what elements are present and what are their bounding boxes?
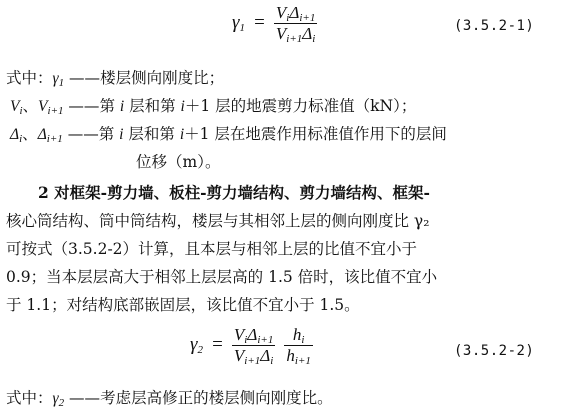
eq1-lhs: $\gamma_1$ [232,12,245,34]
eq1-number: (3.5.2-1) [454,18,535,34]
def-delta-cont: 位移（m）。 [136,153,221,171]
eq2-lhs: $\gamma_2$ [190,334,203,356]
def-v-symbol-2: $V_{i+1}$ [38,98,64,117]
def-v-i: i [180,98,185,115]
def-v-separator: 、 [22,97,39,115]
def-gamma1-symbol: $\gamma_1$ [52,70,65,89]
para2-line4: 0.9；当本层层高大于相邻上层层高的 1.5 倍时，该比值不宜小 [6,268,438,286]
eq1-equals: = [254,12,265,33]
def-v [10,96,416,117]
def-intro: 式中： [6,69,53,87]
eq2-number: (3.5.2-2) [454,343,535,359]
eq2-fraction-1 [232,326,275,365]
def-delta-symbol: $\Delta_i$ [10,126,23,145]
eq1-fraction [274,4,317,43]
equation-3-5-2-1 [232,4,317,43]
eq2-fraction-2 [284,326,312,365]
def-gamma2-text: 考虑层高修正的楼层侧向刚度比。 [100,389,333,407]
def-delta-separator: 、 [22,125,38,143]
eq1-denominator: $V_{i+1}\Delta_i$ [275,24,316,45]
def-dash: —— [64,389,101,407]
def-dash: —— [63,97,100,115]
def-delta-text: 第 [98,125,120,143]
eq2-denominator-1: $V_{i+1}\Delta_i$ [233,346,274,367]
def-delta-text: 层和第 [123,125,180,143]
def-gamma2 [6,388,333,409]
para2-line5: 于 1.1；对结构底部嵌固层，该比值不宜小于 1.5。 [6,296,360,314]
def-v-symbol: $V_i$ [10,98,23,117]
def-v-text: ＋1 层的地震剪力标准值（kN）； [184,97,417,115]
def-dash: —— [64,69,101,87]
def-gamma2-symbol: $\gamma_2$ [52,390,65,409]
para2-line3: 可按式（3.5.2-2）计算，且本层与相邻上层的比值不宜小于 [6,240,418,258]
eq1-numerator: $V_i\Delta_{i+1}$ [275,3,316,24]
def-delta-symbol-2: $\Delta_{i+1}$ [37,126,63,145]
equation-3-5-2-2 [190,326,313,365]
def-delta-i: i [119,126,124,143]
def-gamma1-text: 楼层侧向刚度比； [100,69,225,87]
def-intro: 式中： [6,389,53,407]
def-dash: —— [62,125,99,143]
eq2-numerator-2: $h_i$ [292,325,305,346]
eq2-equals: = [212,334,223,355]
def-delta-text: ＋1 层在地震作用标准值作用下的层间 [184,125,447,143]
para2-line1: 2 对框架-剪力墙、板柱-剪力墙结构、剪力墙结构、框架- [38,183,430,202]
def-gamma1 [6,68,224,89]
para2-line2: 核心筒结构、筒中筒结构，楼层与其相邻上层的侧向刚度比 γ₂ [6,212,430,230]
def-v-i: i [119,98,125,115]
def-delta [10,124,447,145]
eq2-numerator-1: $V_i\Delta_{i+1}$ [233,325,274,346]
eq2-denominator-2: $h_{i+1}$ [286,346,311,367]
def-delta-i: i [179,126,185,143]
def-v-text: 第 [99,97,120,115]
def-v-text: 层和第 [124,97,181,115]
